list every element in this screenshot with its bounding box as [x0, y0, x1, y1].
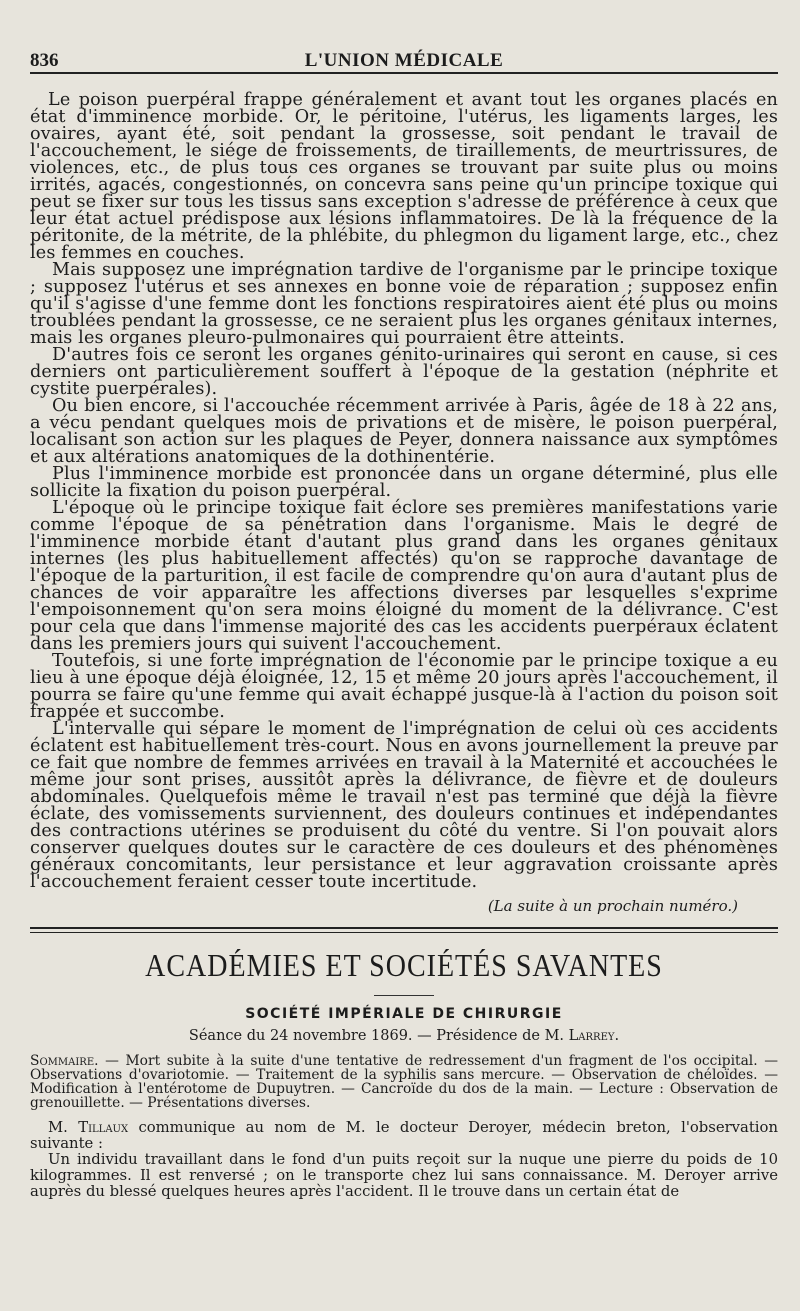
summary-text: — Mort subite à la suite d'une tentative de redressement d'un fragment de l'os occipital. — Observations d'ovariotomie. — Traitement de la syphilis sans mercure. — Observation de chéloïdes. — Modification à l'entérotome de Dupuytren. — Cancroïde du dos de la main. — Lecture : Observation de grenouillette. — Présentations diverses. [30, 1053, 778, 1111]
section-divider [30, 927, 778, 933]
article-paragraph: Ou bien encore, si l'accouchée récemment arrivée à Paris, âgée de 18 à 22 ans, a vécu pendant quelques mois de privations et de misère, le poison puerpéral, localisant son action sur les plaques de Peyer, donnera naissance aux symptômes et aux altérations anatomiques de la dothinentérie. [30, 396, 778, 467]
running-head [30, 38, 778, 74]
page-number: 836 [30, 50, 59, 71]
article-paragraph: Le poison puerpéral frappe généralement et avant tout les organes placés en état d'imminence morbide. Or, le péritoine, l'utérus, les ligaments larges, les ovaires, ayant été, soit pendant la grossesse, soit pendant le travail de l'accouchement, le siége de froissements, de tiraillements, de meurtrissures, de violences, etc., de plus tous ces organes se trouvant par suite plus ou moins irrités, agacés, congestionnés, on concevra sans peine qu'un principe toxique qui peut se fixer sur tous les tissus sans exception s'adresse de préférence à ceux que leur état actuel prédispose aux lésions inflammatoires. De là la fréquence de la péritonite, de la métrite, de la phlébite, du phlegmon du ligament large, etc., chez les femmes en couches. [30, 90, 778, 263]
summary-label: Sommaire. [30, 1053, 99, 1069]
society-name: SOCIÉTÉ IMPÉRIALE DE CHIRURGIE [245, 1006, 563, 1022]
article-paragraph: Mais supposez une imprégnation tardive de l'organisme par le principe toxique ; supposez l'utérus et ses annexes en bonne voie de réparation ; supposez enfin qu'il s'agisse d'une femme dont les fonctions respiratoires aient été plus ou moins troublées pendant la grossesse, ce ne seraient plus les organes génitaux internes, mais les organes pleuro-pulmonaires qui pourraient être atteints. [30, 260, 778, 348]
article-paragraph: Plus l'imminence morbide est prononcée dans un organe déterminé, plus elle sollicite la fixation du poison puerpéral. [30, 464, 778, 501]
session-line [30, 1028, 778, 1044]
report-intro [30, 1120, 778, 1152]
title-rule [374, 995, 434, 996]
report-paragraph: Un individu travaillant dans le fond d'un puits reçoit sur la nuque une pierre du poids de 10 kilogrammes. Il est renversé ; on le transporte chez lui sans connaissance. M. Deroyer arrive auprès du blessé quelques heures après l'accident. Il le trouve dans un certain état de [30, 1151, 778, 1200]
summary [30, 1054, 778, 1110]
article-paragraph: L'intervalle qui sépare le moment de l'imprégnation de celui où ces accidents éclatent est habituellement très-court. Nous en avons journellement la preuve par ce fait que nombre de femmes arrivées en travail à la Maternité et accouchées le même jour sont prises, aussitôt après la délivrance, de fièvre et de douleurs abdominales. Quelquefois même le travail n'est pas terminé que déjà la fièvre éclate, des vomissements surviennent, des douleurs continues et indépendantes des contractions utérines se produisent du côté du ventre. Si l'on pouvait alors conserver quelques doutes sur le caractère de ces douleurs et des phénomènes généraux concomitants, leur persistance et leur aggravation croissante après l'accouchement feraient cesser toute incertitude. [30, 719, 778, 892]
report-speaker: M. Tillaux [48, 1119, 129, 1136]
article-body [30, 92, 778, 915]
session-date: Séance du 24 novembre 1869. — Présidence de M. [188, 1028, 565, 1044]
article-paragraph: L'époque où le principe toxique fait éclore ses premières manifestations varie comme l'époque de sa pénétration dans l'organisme. Mais le degré de l'imminence morbide étant d'autant plus grand dans les organes génitaux internes (les plus habituellement affectés) qu'on se rapproche davantage de l'époque de la parturition, il est facile de comprendre qu'on aura d'autant plus de chances de voir apparaître les affections diverses par lesquelles s'exprime l'empoisonnement qu'on sera moins éloigné du moment de la délivrance. C'est pour cela que dans l'immense majorité des cas les accidents puerpéraux éclatent dans les premiers jours qui suivent l'accouchement. [30, 498, 778, 654]
session-president: Larrey. [568, 1028, 620, 1044]
article-paragraph: Toutefois, si une forte imprégnation de l'économie par le principe toxique a eu lieu à une époque déjà éloignée, 12, 15 et même 20 jours après l'accouchement, il pourra se faire qu'une femme qui avait échappé jusque-là à l'action du poison soit frappée et succombe. [30, 651, 778, 722]
section-title: ACADÉMIES ET SOCIÉTÉS SAVANTES [145, 949, 663, 984]
continued-note: (La suite à un prochain numéro.) [487, 897, 738, 915]
report-body [30, 1120, 778, 1200]
journal-title: L'UNION MÉDICALE [304, 50, 504, 71]
article-paragraph: D'autres fois ce seront les organes génito-urinaires qui seront en cause, si ces derniers ont particulièrement souffert à l'époque de la gestation (néphrite et cystite puerpérales). [30, 345, 778, 399]
report-intro-text: communique au nom de M. le docteur Deroyer, médecin breton, l'observation suivante : [30, 1119, 778, 1152]
